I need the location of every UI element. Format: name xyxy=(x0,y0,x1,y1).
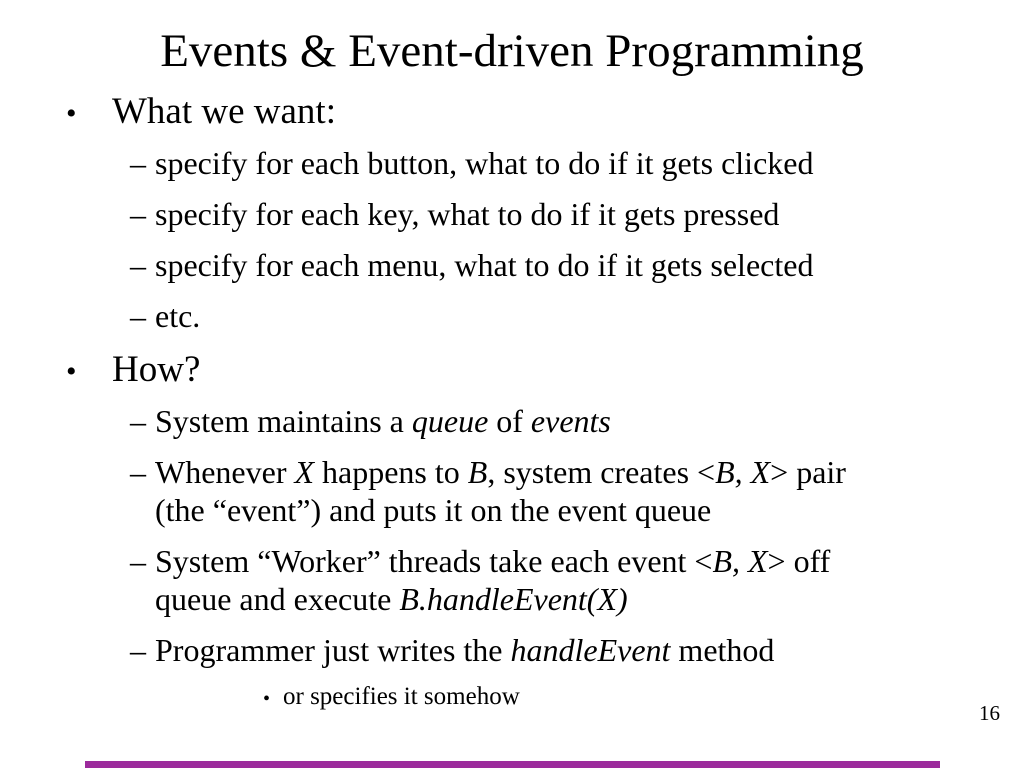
text-run: System maintains a xyxy=(155,403,412,440)
bullet-text xyxy=(283,682,964,712)
level1-item xyxy=(66,90,964,136)
text-run: method xyxy=(670,632,775,669)
bullet-text xyxy=(155,195,900,233)
level2-item xyxy=(130,144,900,182)
bullet-text xyxy=(155,297,900,335)
level2-item xyxy=(130,402,900,440)
slide-title: Events & Event-driven Programming xyxy=(160,25,864,77)
italic-text-run: events xyxy=(530,403,611,440)
level2-dash-glyph: – xyxy=(130,543,146,580)
text-run: happens to xyxy=(314,454,468,491)
level2-dash-glyph: – xyxy=(130,454,146,491)
text-run: or specifies it somehow xyxy=(283,683,520,711)
italic-text-run: handleEvent xyxy=(510,632,671,669)
level2-item xyxy=(130,542,900,618)
text-run: specify for each menu, what to do if it gets selected xyxy=(155,247,814,284)
level3-item xyxy=(263,682,964,714)
text-run: etc. xyxy=(155,298,201,335)
bullet-text xyxy=(155,246,900,284)
text-run: of xyxy=(488,403,531,440)
bottom-accent-bar xyxy=(85,761,940,768)
bullet-text xyxy=(155,631,900,669)
level1-bullet-glyph: • xyxy=(66,355,77,389)
italic-text-run: B.handleEvent(X) xyxy=(399,581,628,618)
bullet-text xyxy=(155,542,900,618)
level2-dash-glyph: – xyxy=(130,632,146,669)
level1-item xyxy=(66,348,964,394)
text-run: specify for each key, what to do if it gets pressed xyxy=(155,196,780,233)
level1-heading-text: What we want: xyxy=(112,91,336,133)
level1-bullet-glyph: • xyxy=(66,97,77,131)
level2-dash-glyph: – xyxy=(130,247,146,284)
level2-item xyxy=(130,297,900,335)
level2-item xyxy=(130,195,900,233)
level2-dash-glyph: – xyxy=(130,298,146,335)
level2-item xyxy=(130,246,900,284)
level3-bullet-glyph: • xyxy=(263,688,271,711)
level2-item xyxy=(130,453,900,529)
page-number: 16 xyxy=(979,701,1000,725)
level2-dash-glyph: – xyxy=(130,145,146,182)
text-run: System “Worker” threads take each event < xyxy=(155,543,713,580)
italic-text-run: B, X xyxy=(712,543,768,580)
italic-text-run: B xyxy=(467,454,488,491)
text-run: Programmer just writes the xyxy=(155,632,511,669)
text-run: , system creates < xyxy=(487,454,716,491)
text-run: > off queue and execute xyxy=(155,543,831,618)
bullet-text xyxy=(155,144,900,182)
italic-text-run: B, X xyxy=(715,454,771,491)
text-run: specify for each button, what to do if it gets clicked xyxy=(155,145,814,182)
bullet-text xyxy=(155,402,900,440)
level2-dash-glyph: – xyxy=(130,196,146,233)
bullet-text xyxy=(155,453,900,529)
level2-dash-glyph: – xyxy=(130,403,146,440)
text-run: Whenever xyxy=(155,454,295,491)
italic-text-run: queue xyxy=(411,403,489,440)
level1-heading-text: How? xyxy=(112,349,201,391)
italic-text-run: X xyxy=(294,454,315,491)
slide-body xyxy=(0,90,1024,714)
level2-item xyxy=(130,631,900,669)
text-run: > pair (the “event”) and puts it on the event queue xyxy=(155,454,846,529)
